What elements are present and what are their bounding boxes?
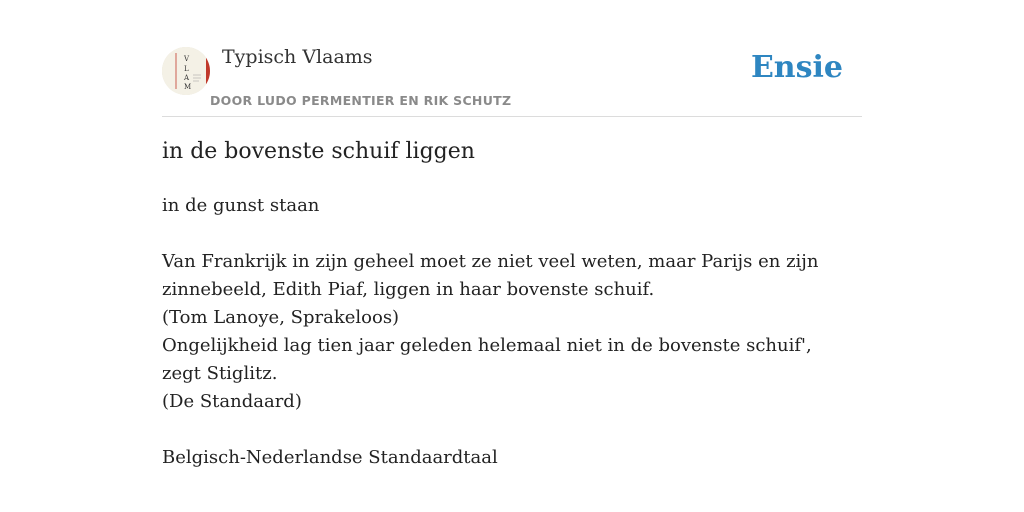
example-source: (De Standaard) — [162, 391, 302, 412]
spacer — [162, 416, 842, 444]
book-cover-icon[interactable] — [162, 47, 210, 95]
definition: in de gunst staan — [162, 195, 320, 216]
brand-logo[interactable]: Ensie — [750, 50, 843, 85]
entry-body — [162, 192, 842, 472]
svg-text:V: V — [184, 55, 190, 63]
svg-text:A: A — [184, 74, 190, 82]
entry-card — [162, 0, 862, 512]
example-quote: Van Frankrijk in zijn geheel moet ze niet veel weten, maar Parijs en zijn zinnebeeld, Edith Piaf, liggen in haar bovenste schuif. — [162, 251, 819, 300]
example-quote: Ongelijkheid lag tien jaar geleden helemaal niet in de bovenste schuif', zegt Stiglitz. — [162, 335, 812, 384]
svg-text:M: M — [184, 83, 192, 91]
header — [162, 0, 862, 117]
authors-byline: DOOR LUDO PERMENTIER EN RIK SCHUTZ — [210, 93, 512, 108]
book-title[interactable]: Typisch Vlaams — [222, 46, 373, 68]
spacer — [162, 220, 842, 248]
category-label: Belgisch-Nederlandse Standaardtaal — [162, 447, 498, 468]
svg-text:L: L — [184, 65, 189, 73]
example-source: (Tom Lanoye, Sprakeloos) — [162, 307, 400, 328]
entry-term: in de bovenste schuif liggen — [162, 139, 475, 164]
